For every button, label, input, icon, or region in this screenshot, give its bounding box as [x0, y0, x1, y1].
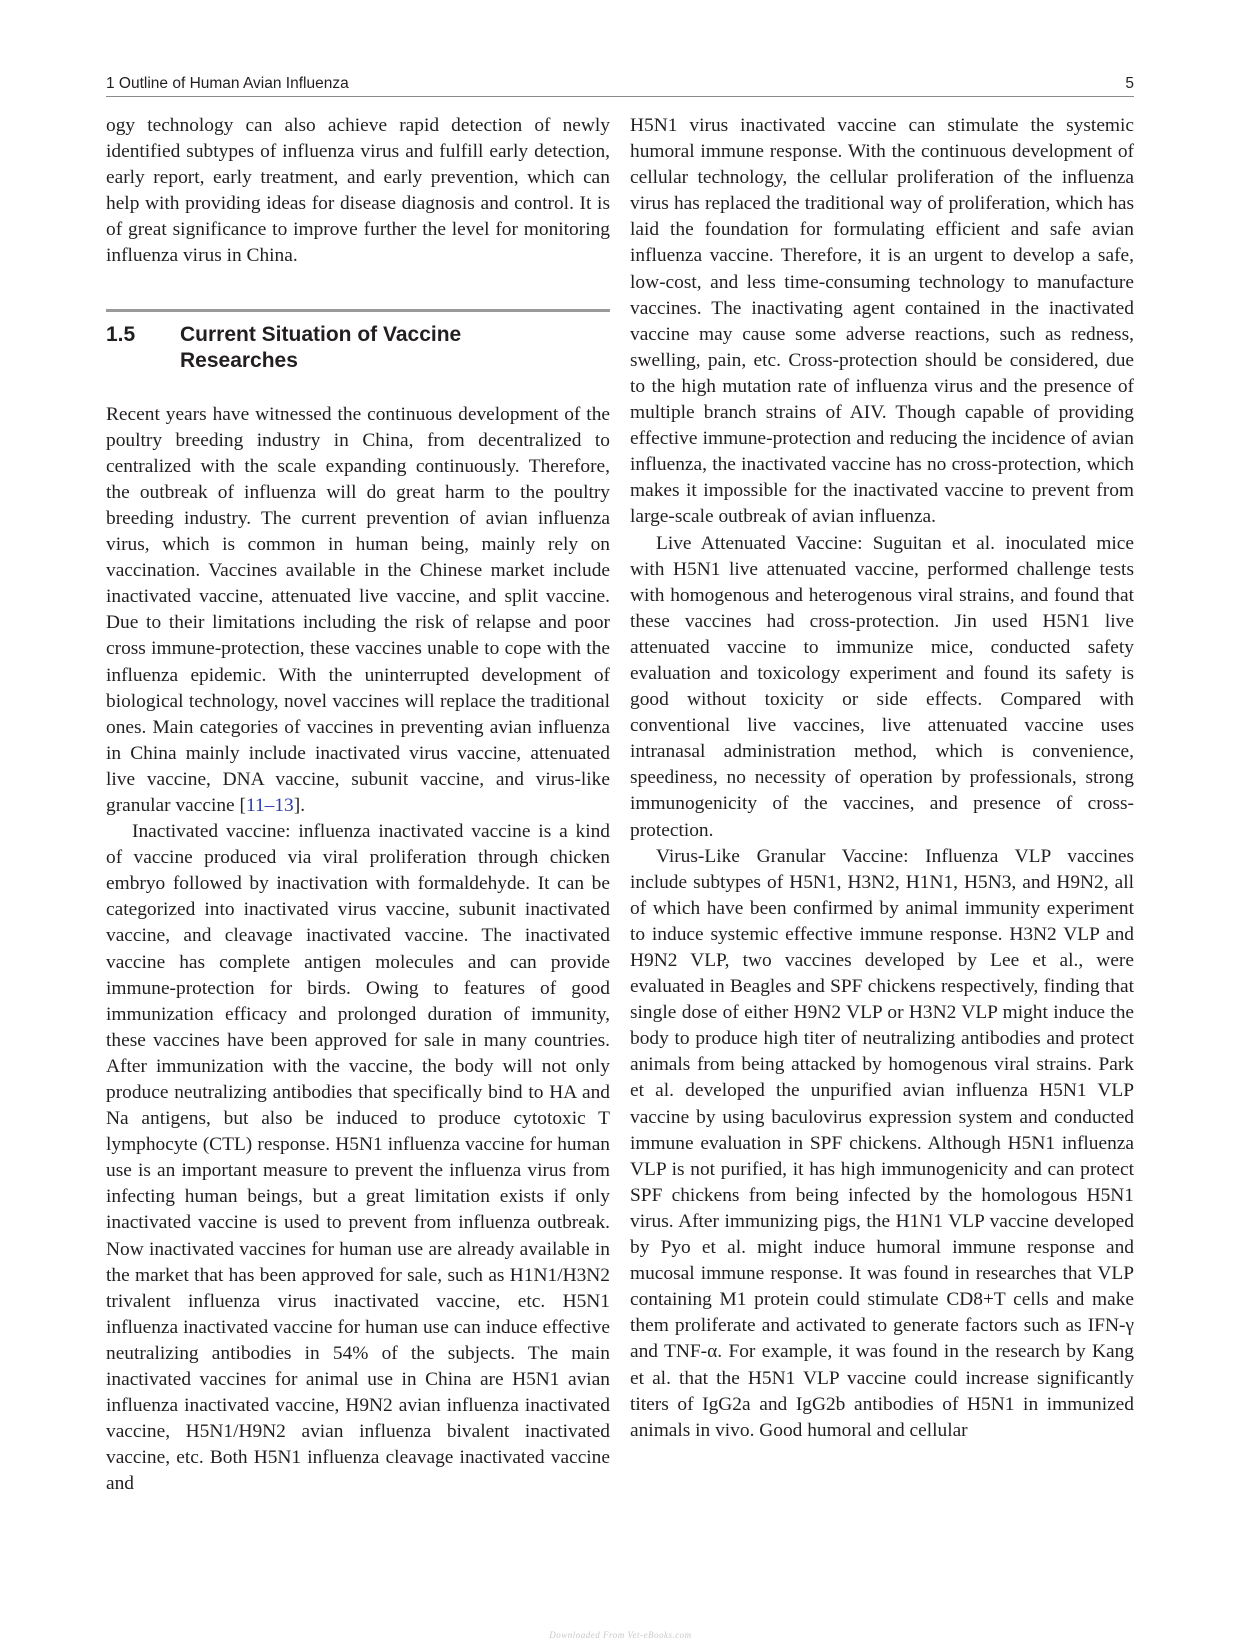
- chapter-title: 1 Outline of Human Avian Influenza: [106, 75, 349, 92]
- paragraph: Inactivated vaccine: influenza inactivated vaccine is a kind of vaccine produced via viral proliferation through chicken embryo followed by inactivation with formaldehyde. It can be categorized into inactivated virus vaccine, subunit inactivated vaccine, and cleavage inactivated vaccine. The inactivated vaccine has complete antigen molecules and can provide immune-protection for birds. Owing to features of good immunization efficacy and prolonged duration of immunity, these vaccines have been approved for sale in many countries. After immunization with the vaccine, the body will not only produce neutralizing antibodies that specifically bind to HA and Na antigens, but also be induced to produce cytotoxic T lymphocyte (CTL) response. H5N1 influenza vaccine for human use is an important measure to prevent the influenza virus from infecting human beings, but a great limitation exists if only inactivated vaccine is used to prevent from influenza outbreak. Now inactivated vaccines for human use are already available in the market that has been approved for sale, such as H1N1/H3N2 trivalent influenza virus inactivated vaccine, etc. H5N1 influenza inactivated vaccine for human use can induce effective neutralizing antibodies in 54% of the subjects. The main inactivated vaccines for animal use in China are H5N1 avian influenza inactivated vaccine, H9N2 avian influenza inactivated vaccine, H5N1/H9N2 avian influenza bivalent inactivated vaccine, etc. Both H5N1 influenza cleavage inactivated vaccine and: [106, 821, 610, 1495]
- paragraph: Live Attenuated Vaccine: Suguitan et al. inoculated mice with H5N1 live attenuated vaccine, performed challenge tests with homogenous and heterogenous viral strains, and found that these vaccines had cross-protection. Jin used H5N1 live attenuated vaccine to immunize mice, conducted safety evaluation and toxicology experiment and found its safety is good without toxicity or side effects. Compared with conventional live vaccines, live attenuated vaccine uses intranasal administration method, which is convenience, speediness, no necessity of operation by professionals, strong immunogenicity of the vaccines, and presence of cross-protection.: [630, 532, 1134, 841]
- paragraph: ogy technology can also achieve rapid detection of newly identified subtypes of influenza virus and fulfill early detection, early report, early treatment, and early prevention, which can help with providing ideas for disease diagnosis and control. It is of great significance to improve further the level for monitoring influenza virus in China.: [106, 115, 610, 267]
- watermark: Downloaded From Vet-eBooks.com: [549, 1630, 692, 1640]
- paragraph: [106, 402, 610, 820]
- page-number: 5: [1125, 75, 1134, 92]
- citation-close: ].: [293, 794, 306, 816]
- citation-link[interactable]: 11: [245, 794, 265, 816]
- citation-link[interactable]: 13: [274, 794, 294, 816]
- citation-open: [: [239, 794, 246, 816]
- paragraph: Virus-Like Granular Vaccine: Influenza VLP vaccines include subtypes of H5N1, H3N2, H1N1, H5N3, and H9N2, all of which have been confirmed by animal immunity experiment to induce systemic effective immune response. H3N2 VLP and H9N2 VLP, two vaccines developed by Lee et al., were evaluated in Beagles and SPF chickens respectively, finding that single dose of either H9N2 VLP or H3N2 VLP might induce the body to produce high titer of neutralizing antibodies and protect animals from being attacked by homogenous viral strains. Park et al. developed the unpurified avian influenza H5N1 VLP vaccine by using baculovirus expression system and conducted immune evaluation in SPF chickens. Although H5N1 influenza VLP is not purified, it has high immunogenicity and can protect SPF chickens from being infected by the homologous H5N1 virus. After immunizing pigs, the H1N1 VLP vaccine developed by Pyo et al. might induce humoral immune response and mucosal immune response. It was found in researches that VLP containing M1 protein could stimulate CD8+T cells and make them proliferate and activated to generate factors such as IFN-γ and TNF-α. For example, it was found in the research by Kang et al. that the H5N1 VLP vaccine could increase significantly titers of IgG2a and IgG2b antibodies of H5N1 in immunized animals in vivo. Good humoral and cellular: [630, 845, 1134, 1441]
- section-heading: [106, 309, 610, 374]
- citation-dash: –: [264, 794, 275, 816]
- section-number: 1.5: [106, 322, 136, 346]
- paragraph-text: Recent years have witnessed the continuous development of the poultry breeding industry in China, from decentralized to centralized with the scale expanding continuously. Therefore, the outbreak of influenza will do great harm to the poultry breeding industry. The current prevention of avian influenza virus, which is common in human being, mainly rely on vaccination. Vaccines available in the Chinese market include inactivated vaccine, attenuated live vaccine, and split vaccine. Due to their limitations including the risk of relapse and poor cross immune-protection, these vaccines unable to cope with the influenza epidemic. With the uninterrupted development of biological technology, novel vaccines will replace the traditional ones. Main categories of vaccines in preventing avian influenza in China mainly include inactivated virus vaccine, attenuated live vaccine, DNA vaccine, subunit vaccine, and virus-like granular vaccine: [106, 403, 610, 816]
- paragraph: H5N1 virus inactivated vaccine can stimulate the systemic humoral immune response. With the continuous development of cellular technology, the cellular proliferation of the influenza virus has replaced the traditional way of proliferation, which has laid the foundation for formulating efficient and safe avian influenza vaccine. Therefore, it is an urgent to develop a safe, low-cost, and less time-consuming technology to manufacture vaccines. The inactivating agent contained in the inactivated vaccine may cause some adverse reactions, such as redness, swelling, pain, etc. Cross-protection should be considered, due to the high mutation rate of influenza virus and the presence of multiple branch strains of AIV. Though capable of providing effective immune-protection and reducing the incidence of avian influenza, the inactivated vaccine has no cross-protection, which makes it impossible for the inactivated vaccine to prevent from large-scale outbreak of avian influenza.: [630, 115, 1134, 528]
- left-column: [106, 113, 610, 1498]
- right-column: [630, 113, 1134, 1444]
- section-title: Current Situation of Vaccine Researches: [180, 322, 462, 372]
- running-head: [106, 70, 1134, 97]
